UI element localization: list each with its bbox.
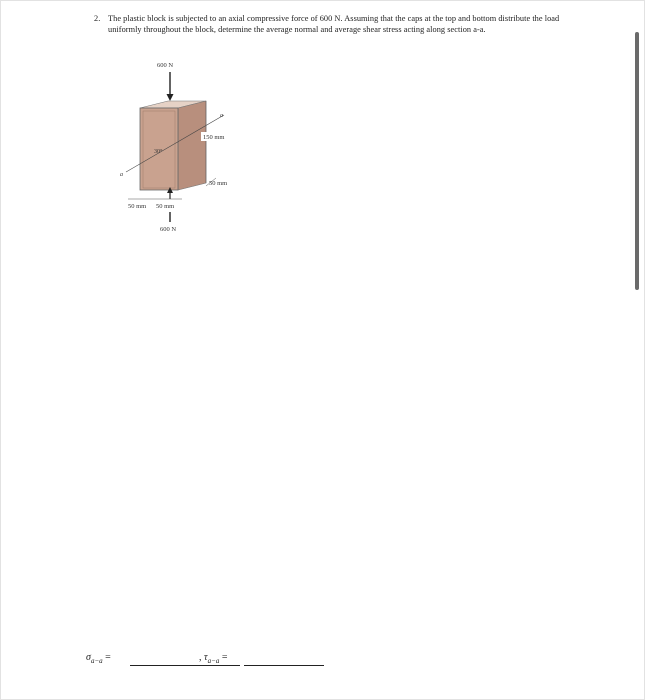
tau-answer-blank[interactable] [244, 665, 324, 666]
top-force-label: 600 N [157, 62, 174, 69]
angle-label: 30° [154, 149, 163, 155]
depth-dim-label: 50 mm [209, 180, 228, 187]
block-side-face [178, 101, 206, 190]
tau-answer-label [204, 652, 227, 665]
sigma-equals: = [105, 652, 111, 663]
height-dim-label: 150 mm [203, 134, 225, 141]
width-dim-left: 50 mm [128, 203, 147, 210]
sigma-symbol: σ [86, 652, 91, 663]
bottom-force-label: 600 N [160, 226, 177, 233]
tau-subscript: a−a [207, 657, 220, 665]
comma: , [199, 652, 202, 663]
sigma-subscript: a−a [90, 657, 103, 665]
problem-number: 2. [94, 14, 101, 23]
tau-symbol: τ [204, 652, 208, 663]
section-label-left: a [120, 172, 123, 178]
width-dim-right: 50 mm [156, 203, 175, 210]
problem-text: The plastic block is subjected to an axial compressive force of 600 N. Assuming that the caps at the top and bottom distribute the load uniformly throughout the block, determine the average normal and average shear stress acting along section a-a. [108, 14, 560, 34]
top-arrow-head [167, 94, 174, 101]
sigma-answer-blank[interactable] [130, 665, 240, 666]
section-label-top: a [220, 113, 223, 119]
tau-equals: = [221, 652, 228, 663]
sigma-answer-label [86, 652, 111, 665]
